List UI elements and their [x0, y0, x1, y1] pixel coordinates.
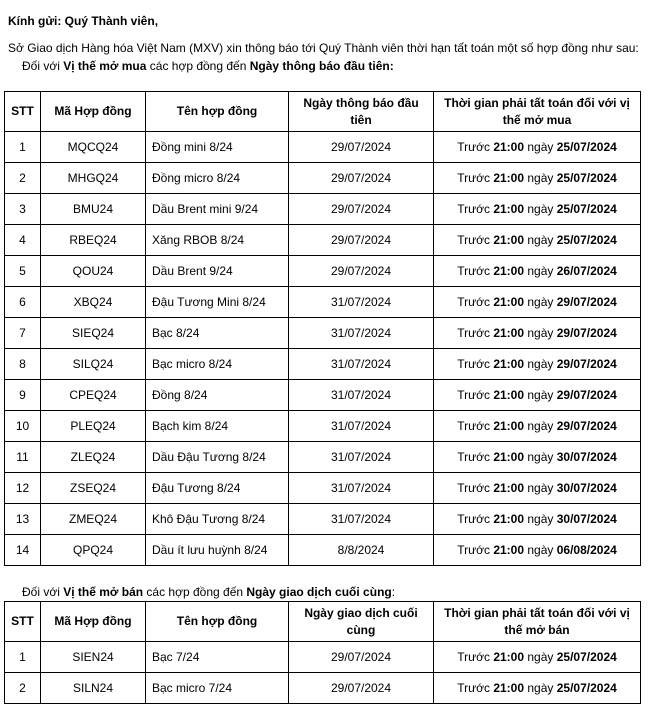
cell-code: XBQ24 — [41, 287, 146, 318]
settle-day-word: ngày — [524, 140, 557, 154]
cell-date: 31/07/2024 — [289, 411, 434, 442]
cell-code: SIEN24 — [41, 642, 146, 673]
table-row — [5, 411, 641, 442]
cell-stt: 11 — [5, 442, 41, 473]
header-code: Mã Hợp đồng — [41, 92, 146, 132]
section-buy-deadline-label: Ngày thông báo đầu tiên: — [249, 59, 394, 73]
settle-before: Trước — [457, 681, 494, 695]
settle-date: 30/07/2024 — [556, 512, 617, 526]
cell-settle — [434, 163, 641, 194]
cell-stt: 6 — [5, 287, 41, 318]
table-row — [5, 504, 641, 535]
table-row — [5, 473, 641, 504]
cell-date: 29/07/2024 — [289, 132, 434, 163]
section-sell-middle: các hợp đồng đến — [143, 585, 247, 599]
cell-code: BMU24 — [41, 194, 146, 225]
settle-before: Trước — [457, 140, 494, 154]
header-settle: Thời gian phải tất toán đối với vị thế mở mua — [434, 92, 641, 132]
cell-name: Đồng 8/24 — [146, 380, 289, 411]
cell-stt: 13 — [5, 504, 41, 535]
cell-name: Dầu Đậu Tương 8/24 — [146, 442, 289, 473]
cell-code: ZLEQ24 — [41, 442, 146, 473]
cell-name: Đậu Tương 8/24 — [146, 473, 289, 504]
settle-date: 06/08/2024 — [556, 543, 617, 557]
table-row — [5, 256, 641, 287]
cell-settle — [434, 225, 641, 256]
settle-day-word: ngày — [524, 681, 557, 695]
table-row — [5, 287, 641, 318]
cell-code: QOU24 — [41, 256, 146, 287]
greeting: Kính gửi: Quý Thành viên, — [8, 14, 159, 28]
cell-settle — [434, 287, 641, 318]
table-header-row — [5, 92, 641, 132]
settle-time: 21:00 — [493, 512, 525, 526]
settle-time: 21:00 — [493, 140, 525, 154]
settle-date: 29/07/2024 — [556, 419, 617, 433]
settle-day-word: ngày — [524, 264, 557, 278]
settle-before: Trước — [457, 543, 494, 557]
settle-before: Trước — [457, 264, 494, 278]
settle-day-word: ngày — [524, 419, 557, 433]
settle-before: Trước — [457, 419, 494, 433]
cell-name: Đồng mini 8/24 — [146, 132, 289, 163]
table-row — [5, 194, 641, 225]
cell-name: Bạch kim 8/24 — [146, 411, 289, 442]
cell-name: Xăng RBOB 8/24 — [146, 225, 289, 256]
header-name: Tên hợp đồng — [146, 602, 289, 642]
table-header-row — [5, 602, 641, 642]
cell-name: Đồng micro 8/24 — [146, 163, 289, 194]
cell-stt: 5 — [5, 256, 41, 287]
cell-date: 31/07/2024 — [289, 318, 434, 349]
cell-settle — [434, 504, 641, 535]
settle-date: 25/07/2024 — [556, 140, 617, 154]
table-row — [5, 318, 641, 349]
settle-time: 21:00 — [493, 264, 525, 278]
settle-day-word: ngày — [524, 295, 557, 309]
settle-time: 21:00 — [493, 681, 525, 695]
cell-stt: 9 — [5, 380, 41, 411]
cell-code: SILN24 — [41, 673, 146, 704]
cell-stt: 8 — [5, 349, 41, 380]
cell-code: SILQ24 — [41, 349, 146, 380]
settle-date: 29/07/2024 — [556, 295, 617, 309]
settle-time: 21:00 — [493, 357, 525, 371]
settle-date: 29/07/2024 — [556, 357, 617, 371]
header-stt: STT — [5, 602, 41, 642]
settle-day-word: ngày — [524, 450, 557, 464]
settle-day-word: ngày — [524, 233, 557, 247]
settle-day-word: ngày — [524, 326, 557, 340]
cell-code: SIEQ24 — [41, 318, 146, 349]
section-sell-intro — [22, 585, 395, 599]
settle-before: Trước — [457, 326, 494, 340]
cell-stt: 1 — [5, 642, 41, 673]
cell-stt: 3 — [5, 194, 41, 225]
cell-code: PLEQ24 — [41, 411, 146, 442]
table-row — [5, 132, 641, 163]
settle-before: Trước — [457, 233, 494, 247]
cell-settle — [434, 349, 641, 380]
cell-settle — [434, 411, 641, 442]
settle-day-word: ngày — [524, 543, 557, 557]
cell-code: CPEQ24 — [41, 380, 146, 411]
settle-day-word: ngày — [524, 512, 557, 526]
sell-position-table — [4, 601, 641, 704]
settle-day-word: ngày — [524, 171, 557, 185]
cell-date: 8/8/2024 — [289, 535, 434, 566]
buy-position-table — [4, 91, 641, 566]
cell-code: QPQ24 — [41, 535, 146, 566]
cell-date: 29/07/2024 — [289, 642, 434, 673]
settle-day-word: ngày — [524, 650, 557, 664]
settle-date: 25/07/2024 — [556, 202, 617, 216]
cell-stt: 2 — [5, 673, 41, 704]
cell-date: 29/07/2024 — [289, 256, 434, 287]
settle-time: 21:00 — [493, 171, 525, 185]
section-sell-prefix: Đối với — [22, 585, 64, 599]
table-row — [5, 642, 641, 673]
cell-settle — [434, 256, 641, 287]
cell-date: 29/07/2024 — [289, 194, 434, 225]
table-row — [5, 535, 641, 566]
cell-date: 31/07/2024 — [289, 504, 434, 535]
cell-stt: 14 — [5, 535, 41, 566]
cell-code: RBEQ24 — [41, 225, 146, 256]
cell-settle — [434, 318, 641, 349]
cell-name: Bạc 7/24 — [146, 642, 289, 673]
cell-settle — [434, 442, 641, 473]
settle-time: 21:00 — [493, 450, 525, 464]
settle-before: Trước — [457, 450, 494, 464]
cell-code: ZSEQ24 — [41, 473, 146, 504]
cell-settle — [434, 642, 641, 673]
cell-code: MQCQ24 — [41, 132, 146, 163]
cell-stt: 1 — [5, 132, 41, 163]
settle-day-word: ngày — [524, 388, 557, 402]
settle-before: Trước — [457, 171, 494, 185]
section-buy-middle: các hợp đồng đến — [146, 59, 250, 73]
cell-name: Bạc 8/24 — [146, 318, 289, 349]
settle-time: 21:00 — [493, 295, 525, 309]
settle-date: 26/07/2024 — [556, 264, 617, 278]
cell-name: Dầu Brent 9/24 — [146, 256, 289, 287]
section-buy-prefix: Đối với — [22, 59, 64, 73]
intro-text: Sở Giao dịch Hàng hóa Việt Nam (MXV) xin thông báo tới Quý Thành viên thời hạn tất toán một số hợp đồng như sau: — [8, 41, 639, 55]
settle-date: 25/07/2024 — [556, 171, 617, 185]
table-row — [5, 349, 641, 380]
header-stt: STT — [5, 92, 41, 132]
settle-date: 25/07/2024 — [556, 681, 617, 695]
header-code: Mã Hợp đồng — [41, 602, 146, 642]
cell-date: 29/07/2024 — [289, 673, 434, 704]
cell-settle — [434, 673, 641, 704]
settle-time: 21:00 — [493, 326, 525, 340]
section-sell-suffix: : — [391, 585, 396, 599]
settle-date: 30/07/2024 — [556, 481, 617, 495]
header-date: Ngày giao dịch cuối cùng — [289, 602, 434, 642]
cell-name: Bạc micro 8/24 — [146, 349, 289, 380]
header-date: Ngày thông báo đầu tiên — [289, 92, 434, 132]
cell-stt: 2 — [5, 163, 41, 194]
section-buy-intro — [22, 59, 394, 73]
cell-stt: 7 — [5, 318, 41, 349]
settle-before: Trước — [457, 650, 494, 664]
section-buy-position: Vị thế mở mua — [63, 59, 147, 73]
settle-before: Trước — [457, 295, 494, 309]
settle-before: Trước — [457, 388, 494, 402]
table-row — [5, 673, 641, 704]
section-sell-deadline-label: Ngày giao dịch cuối cùng — [246, 585, 392, 599]
cell-name: Bạc micro 7/24 — [146, 673, 289, 704]
settle-time: 21:00 — [493, 202, 525, 216]
settle-before: Trước — [457, 481, 494, 495]
cell-settle — [434, 194, 641, 225]
settle-time: 21:00 — [493, 543, 525, 557]
settle-time: 21:00 — [493, 419, 525, 433]
settle-day-word: ngày — [524, 481, 557, 495]
cell-code: ZMEQ24 — [41, 504, 146, 535]
table-row — [5, 225, 641, 256]
header-settle: Thời gian phải tất toán đối với vị thế mở bán — [434, 602, 641, 642]
cell-date: 31/07/2024 — [289, 380, 434, 411]
settle-time: 21:00 — [493, 481, 525, 495]
settle-before: Trước — [457, 202, 494, 216]
settle-before: Trước — [457, 357, 494, 371]
settle-date: 25/07/2024 — [556, 650, 617, 664]
table-row — [5, 380, 641, 411]
cell-name: Dầu Brent mini 9/24 — [146, 194, 289, 225]
cell-stt: 10 — [5, 411, 41, 442]
settle-day-word: ngày — [524, 202, 557, 216]
table-row — [5, 163, 641, 194]
settle-date: 30/07/2024 — [556, 450, 617, 464]
cell-settle — [434, 132, 641, 163]
cell-date: 31/07/2024 — [289, 349, 434, 380]
cell-name: Khô Đậu Tương 8/24 — [146, 504, 289, 535]
cell-stt: 4 — [5, 225, 41, 256]
table-row — [5, 442, 641, 473]
settle-time: 21:00 — [493, 650, 525, 664]
cell-settle — [434, 535, 641, 566]
cell-date: 31/07/2024 — [289, 287, 434, 318]
header-name: Tên hợp đồng — [146, 92, 289, 132]
cell-name: Dầu ít lưu huỳnh 8/24 — [146, 535, 289, 566]
cell-date: 31/07/2024 — [289, 442, 434, 473]
cell-stt: 12 — [5, 473, 41, 504]
cell-settle — [434, 380, 641, 411]
section-sell-position: Vị thế mở bán — [63, 585, 144, 599]
settle-date: 29/07/2024 — [556, 326, 617, 340]
settle-before: Trước — [457, 512, 494, 526]
cell-date: 29/07/2024 — [289, 163, 434, 194]
cell-settle — [434, 473, 641, 504]
settle-date: 29/07/2024 — [556, 388, 617, 402]
settle-time: 21:00 — [493, 233, 525, 247]
cell-name: Đậu Tương Mini 8/24 — [146, 287, 289, 318]
cell-code: MHGQ24 — [41, 163, 146, 194]
cell-date: 31/07/2024 — [289, 473, 434, 504]
settle-date: 25/07/2024 — [556, 233, 617, 247]
cell-date: 29/07/2024 — [289, 225, 434, 256]
settle-day-word: ngày — [524, 357, 557, 371]
settle-time: 21:00 — [493, 388, 525, 402]
